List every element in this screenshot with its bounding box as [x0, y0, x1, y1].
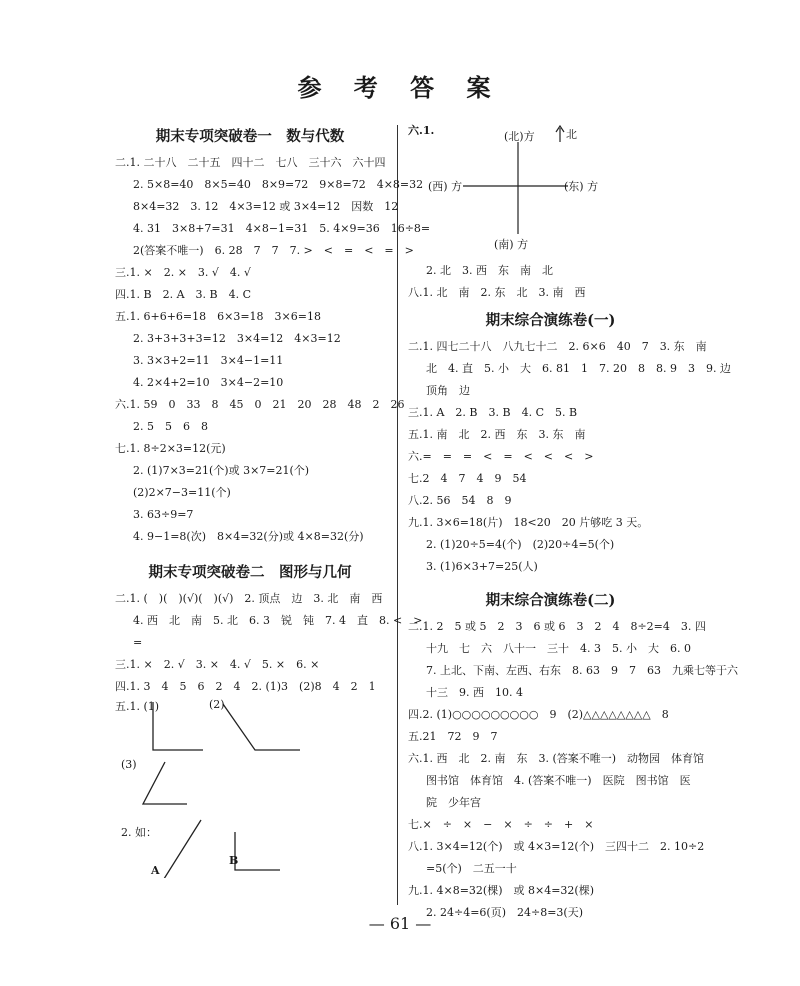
answer-line: 4. 西 北 南 5. 北 6. 3 锐 钝 7. 4 直 8. < >	[133, 614, 423, 627]
right-column	[408, 122, 738, 924]
answer-line: 4. 31 3×8+7=31 4×8−1=31 5. 4×9=36 16÷8=	[133, 222, 431, 235]
section-title-3: 期末综合演练卷(一)	[485, 312, 616, 329]
fig-label-p3: (3)	[121, 758, 137, 771]
answer-line: 三.1. × 2. × 3. √ 4. √	[115, 266, 251, 279]
angle-3	[143, 762, 187, 804]
answer-line: 2. 3+3+3+3=12 3×4=12 4×3=12	[133, 332, 341, 345]
compass-south: (南) 方	[494, 238, 529, 251]
left-column	[115, 122, 431, 878]
compass-question: 六.1.	[408, 124, 435, 137]
answer-line: 北 4. 直 5. 小 大 6. 81 1 7. 20 8 8. 9 3 9. 边	[426, 362, 731, 375]
angle-2	[223, 704, 300, 750]
answer-line: 二.1. 二十八 二十五 四十二 七八 三十六 六十四	[115, 156, 386, 169]
answer-line: 十三 9. 西 10. 4	[426, 686, 523, 699]
answer-line: 2(答案不唯一) 6. 28 7 7 7. > < = < = >	[133, 244, 414, 257]
answer-line: 七.2 4 7 4 9 54	[408, 472, 527, 485]
point-a-label: A	[151, 864, 160, 877]
answer-line: 8×4=32 3. 12 4×3=12 或 3×4=12 因数 12	[133, 200, 399, 213]
answer-line: 六.1. 59 0 33 8 45 0 21 20 28 48 2 26	[115, 398, 405, 411]
compass-figure	[408, 122, 693, 260]
answer-line: 四.2. (1)○○○○○○○○○ 9 (2)△△△△△△△△ 8	[408, 708, 669, 721]
page-title: 参 考 答 案	[297, 73, 503, 102]
answer-line: 九.1. 3×6=18(片) 18<20 20 片够吃 3 天。	[408, 516, 649, 529]
section-title-4: 期末综合演练卷(二)	[485, 592, 616, 609]
answer-line: 二.1. 四七二十八 八九七十二 2. 6×6 40 7 3. 东 南	[408, 340, 707, 353]
answer-line: (2)2×7−3=11(个)	[133, 486, 231, 499]
answer-line: 4. 2×4+2=10 3×4−2=10	[133, 376, 284, 389]
answer-line: 二.1. ( )( )(√)( )(√) 2. 顶点 边 3. 北 南 西	[115, 592, 383, 605]
answer-line: 六.1. 西 北 2. 南 东 3. (答案不唯一) 动物园 体育馆	[408, 752, 705, 765]
answer-line: 顶角 边	[426, 384, 470, 397]
answer-line: 六.= = = < = < < < >	[408, 450, 594, 463]
section-title-2: 期末专项突破卷二 图形与几何	[148, 564, 352, 581]
answer-line: 2. 5×8=40 8×5=40 8×9=72 9×8=72 4×8=32	[133, 178, 424, 191]
section-title-1: 期末专项突破卷一 数与代数	[155, 128, 345, 145]
answer-line: 四.1. B 2. A 3. B 4. C	[115, 288, 251, 301]
answer-line: 三.1. × 2. √ 3. × 4. √ 5. × 6. ×	[115, 658, 320, 671]
answer-line: =	[133, 636, 143, 649]
answer-line: 2. 24÷4=6(页) 24÷8=3(天)	[426, 906, 584, 919]
answer-line: 4. 9−1=8(次) 8×4=32(分)或 4×8=32(分)	[133, 530, 364, 543]
north-arrow-label: 北	[566, 128, 577, 141]
angle-figures	[115, 698, 385, 878]
answer-line: 2. 5 5 6 8	[133, 420, 208, 433]
answer-line: 图书馆 体育馆 4. (答案不唯一) 医院 图书馆 医	[426, 774, 691, 787]
answer-line: 3. 63÷9=7	[133, 508, 194, 521]
answer-line: 二.1. 2 5 或 5 2 3 6 或 6 3 2 4 8÷2=4 3. 四	[408, 620, 706, 633]
angle-1	[153, 702, 203, 750]
angle-a	[157, 820, 201, 878]
compass-north: (北)方	[504, 130, 535, 143]
page-number: — 61 —	[368, 914, 432, 933]
answer-line: 八.1. 3×4=12(个) 或 4×3=12(个) 三四十二 2. 10÷2	[408, 840, 705, 853]
compass-west: (西) 方	[428, 180, 463, 193]
answer-line: 五.1. 6+6+6=18 6×3=18 3×6=18	[115, 310, 321, 323]
point-b-label: B	[229, 854, 239, 867]
answer-line: 九.1. 4×8=32(棵) 或 8×4=32(棵)	[408, 884, 595, 897]
answer-line: 五.21 72 9 7	[408, 730, 498, 743]
fig-label-q2: 2. 如：	[121, 826, 157, 839]
fig-label-p2: (2)	[209, 698, 225, 711]
compass-east: (东) 方	[564, 180, 599, 193]
answer-line: 院 少年宫	[426, 796, 481, 809]
answer-line: 七.1. 8÷2×3=12(元)	[115, 442, 226, 455]
angle-drawings	[115, 698, 385, 878]
answer-line: 八.2. 56 54 8 9	[408, 494, 512, 507]
answer-line: 四.1. 3 4 5 6 2 4 2. (1)3 (2)8 4 2 1	[115, 680, 376, 693]
answer-line: 七.× ÷ × − × ÷ ÷ + ×	[408, 818, 594, 831]
answer-line: 3. 3×3+2=11 3×4−1=11	[133, 354, 284, 367]
answer-line: 2. (1)7×3=21(个)或 3×7=21(个)	[133, 464, 310, 477]
answer-line: 3. (1)6×3+7=25(人)	[426, 560, 538, 573]
answer-line: 五.1. 南 北 2. 西 东 3. 东 南	[408, 428, 586, 441]
fig-label-q5: 五.1. (1)	[115, 700, 160, 713]
answer-line: 7. 上北、下南、左西、右东 8. 63 9 7 63 九乘七等于六	[426, 664, 738, 677]
answer-line: 2. 北 3. 西 东 南 北	[426, 264, 553, 277]
answer-line: 三.1. A 2. B 3. B 4. C 5. B	[408, 406, 578, 419]
answer-line: 十九 七 六 八十一 三十 4. 3 5. 小 大 6. 0	[426, 642, 691, 655]
answer-line: 2. (1)20÷5=4(个) (2)20÷4=5(个)	[426, 538, 615, 551]
answer-line: 八.1. 北 南 2. 东 北 3. 南 西	[408, 286, 586, 299]
angle-b	[235, 832, 280, 870]
answer-line: =5(个) 二五一十	[426, 862, 517, 875]
